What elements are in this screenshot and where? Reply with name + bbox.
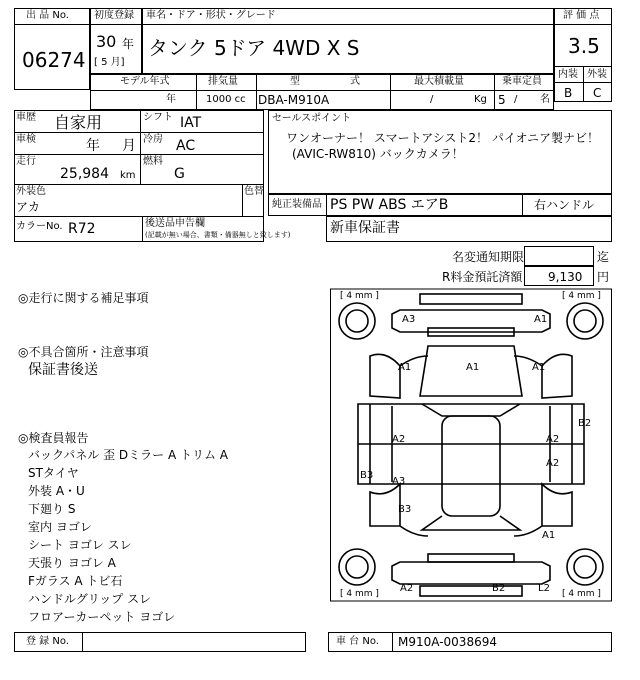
displacement-label: 排気量 (208, 76, 238, 87)
damage-mark: A1 (398, 362, 412, 373)
damage-mark: A1 (532, 362, 546, 373)
damage-mark: A3 (392, 476, 406, 487)
exterior-grade: C (593, 86, 602, 100)
damage-mark: A1 (542, 530, 556, 541)
inspector-line: フロアーカーペット ヨゴレ (28, 610, 176, 624)
defects-value: 保証書後送 (28, 362, 98, 378)
chassis-no-value: M910A-0038694 (398, 635, 497, 649)
type-label-2: 式 (350, 76, 360, 87)
later-docs-label: 後送品申告欄 (145, 218, 205, 229)
first-reg-year-unit: 年 (122, 37, 135, 51)
first-reg-label: 初度登録 (94, 10, 134, 21)
later-docs-value: 新車保証書 (330, 220, 400, 236)
damage-mark: L2 (538, 583, 550, 594)
inspector-label: ◎検査員報告 (18, 431, 89, 445)
recycle-unit: 円 (597, 270, 610, 284)
car-diagram (330, 286, 612, 604)
car-diagram-svg (330, 286, 612, 604)
driving-notes-label: ◎走行に関する補足事項 (18, 291, 149, 305)
damage-mark: B3 (360, 470, 374, 481)
capacity-label: 乗車定員 (502, 76, 542, 87)
meter-change-label: 名変通知期限 (452, 250, 525, 264)
color-change-label: 色替 (244, 186, 264, 197)
type-label: 型 (290, 76, 300, 87)
inspector-line: Fガラス A トビ石 (28, 574, 123, 588)
meter-change-box (524, 246, 594, 266)
capacity-sep: / (514, 94, 518, 105)
capacity-unit: 名 (540, 94, 550, 105)
damage-mark: A2 (400, 583, 414, 594)
sales-point-label: セールスポイント (272, 113, 352, 124)
max-load-unit: Kg (474, 94, 487, 105)
interior-label: 内装 (558, 69, 578, 80)
score-label: 評 価 点 (563, 10, 600, 21)
tire-br-label: [ 4 mm ] (562, 589, 601, 599)
history-value: 自家用 (54, 113, 103, 132)
color-no-value: R72 (68, 221, 96, 237)
fuel-label: 燃料 (143, 156, 163, 167)
damage-mark: B2 (492, 583, 506, 594)
ac-value: AC (176, 138, 196, 154)
shift-label: シフト (143, 112, 173, 123)
model-year-unit: 年 (166, 94, 176, 105)
recycle-label: R料金預託済額 (442, 270, 523, 284)
damage-mark: A3 (402, 314, 416, 325)
damage-mark: A1 (466, 362, 480, 373)
history-label: 車歴 (16, 112, 36, 123)
lot-number: 06274 (22, 48, 86, 72)
damage-mark: B2 (578, 418, 592, 429)
first-reg-year: 30 (96, 32, 117, 51)
inspection-label: 車検 (16, 134, 36, 145)
max-load-value: / (430, 94, 434, 105)
inspector-line: ハンドルグリップ スレ (28, 592, 152, 606)
inspection-month: 月 (122, 138, 136, 154)
inspector-line: バックパネル 歪 Dミラー A トリム A (28, 448, 229, 462)
ac-label: 冷房 (143, 134, 163, 145)
meter-change-suffix: 迄 (597, 250, 610, 264)
displacement-value: 1000 cc (206, 94, 246, 105)
sales-point-line1: ワンオーナー！ スマートアシスト2！ パイオニア製ナビ！ (286, 131, 599, 145)
damage-mark: A1 (534, 314, 548, 325)
handle-value: 右ハンドル (534, 198, 595, 212)
inspector-line: 天張り ヨゴレ A (28, 556, 116, 570)
recycle-value: 9,130 (548, 270, 583, 284)
damage-mark: B3 (398, 504, 412, 515)
equipment-value: PS PW ABS エアB (330, 197, 449, 213)
mileage-label: 走行 (16, 156, 36, 167)
color-value: アカ (16, 200, 40, 214)
inspector-line: 室内 ヨゴレ (28, 520, 92, 534)
shift-value: IAT (180, 115, 202, 131)
mileage-unit: km (120, 170, 136, 181)
damage-mark: A2 (546, 458, 560, 469)
type-value: DBA-M910A (258, 93, 330, 107)
model-year-label: モデル年式 (120, 76, 170, 87)
later-docs-note: (記載が無い場合、書類・備器無しと致します) (145, 231, 291, 239)
mileage-value: 25,984 (60, 166, 109, 182)
tire-tl-label: [ 4 mm ] (340, 291, 379, 301)
max-load-label: 最大積載量 (414, 76, 464, 87)
reg-no-label: 登 録 No. (26, 636, 69, 647)
score-value: 3.5 (568, 34, 600, 58)
inspector-line: シート ヨゴレ スレ (28, 538, 132, 552)
tire-tr-label: [ 4 mm ] (562, 291, 601, 301)
first-reg-month: [ 5 月] (94, 57, 125, 68)
color-label: 外装色 (16, 186, 46, 197)
chassis-no-label: 車 台 No. (336, 636, 379, 647)
inspection-year: 年 (86, 138, 100, 154)
interior-grade: B (564, 86, 573, 100)
damage-mark: A2 (392, 434, 406, 445)
equipment-label: 純正装備品 (272, 199, 322, 210)
damage-mark: A2 (546, 434, 560, 445)
fuel-value: G (174, 166, 185, 182)
inspector-line: STタイヤ (28, 466, 79, 480)
inspector-line: 下廻り S (28, 502, 76, 516)
exterior-label: 外装 (587, 69, 607, 80)
capacity-value: 5 (498, 93, 506, 107)
tire-bl-label: [ 4 mm ] (340, 589, 379, 599)
lot-label: 出 品 No. (26, 10, 69, 21)
defects-label: ◎不具合箇所・注意事項 (18, 345, 149, 359)
car-name-value: タンク 5ドア 4WD X S (148, 36, 360, 60)
inspector-lines (28, 446, 228, 626)
color-no-label: カラーNo. (16, 221, 63, 232)
inspector-line: 外装 A・U (28, 484, 85, 498)
sales-point-line2: (AVIC-RW810) バックカメラ！ (292, 147, 464, 161)
car-name-label: 車名・ドア・形状・グレード (146, 10, 276, 21)
